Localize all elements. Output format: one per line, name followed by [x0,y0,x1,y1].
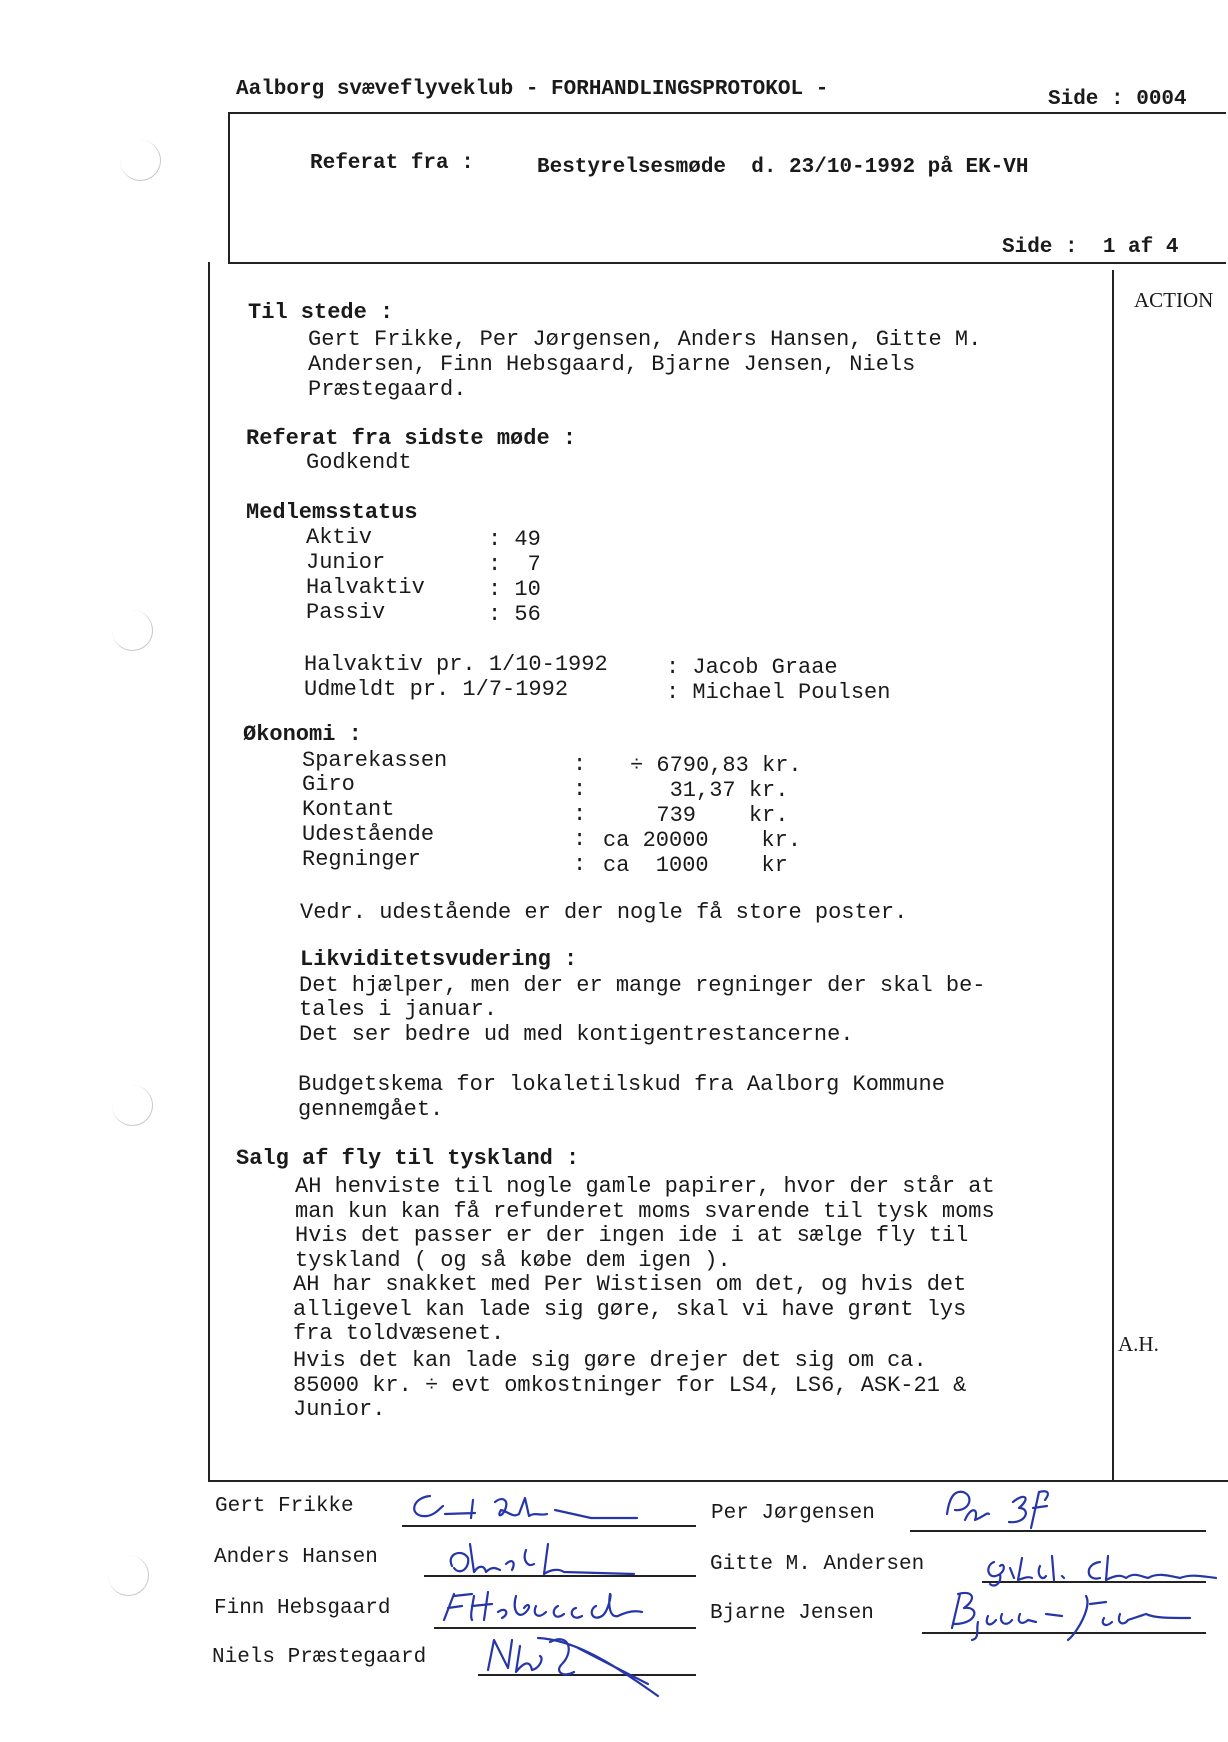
finance-note: Vedr. udestående er der nogle få store poster. [300,900,908,925]
finance-row-label: Giro [302,772,355,797]
finance-row-amount: ÷ 6790,83 kr. [630,753,802,778]
action-column-divider [1112,270,1114,1482]
attendees-line: Præstegaard. [308,377,467,402]
protocol-page-number: Side : 0004 [1048,88,1187,111]
signature-name-anders-hansen: Anders Hansen [214,1546,378,1569]
section-heading-okonomi: Økonomi : [243,722,362,747]
finance-row-amount: 31,37 kr. [630,778,789,803]
frame-bottom-rule [208,1480,1228,1482]
liquidity-line: Det hjælper, men der er mange regninger der skal be- [299,973,986,998]
hole-punch-mark [112,610,153,651]
referat-fra-label: Referat fra : [310,152,474,175]
header-top-rule [228,112,1226,114]
finance-row-amount: ca 20000 kr. [603,828,802,853]
sale-discussion-line: Junior. [293,1397,386,1422]
sale-discussion-line: AH henviste til nogle gamle papirer, hvor der står at [295,1174,995,1199]
membership-change-value: : Michael Poulsen [666,680,891,705]
finance-row-amount: ca 1000 kr [603,853,788,878]
referat-sidste-mode-text: Godkendt [306,450,412,475]
liquidity-line: tales i januar. [299,997,498,1022]
member-status-value: : 7 [488,552,541,577]
member-status-label: Junior [306,550,386,575]
signature-finn-hebsgaard [436,1586,666,1630]
finance-row-label: Udestående [302,822,435,847]
signature-line [910,1530,1206,1532]
hole-punch-mark [108,1555,149,1596]
attendees-line: Gert Frikke, Per Jørgensen, Anders Hansen, Gitte M. [308,327,982,352]
member-status-label: Passiv [306,600,386,625]
sale-discussion-line: Hvis det passer er der ingen ide i at sælge fly til [295,1223,969,1248]
section-heading-referat-sidste-mode: Referat fra sidste møde : [246,426,577,451]
finance-row-label: Sparekassen [302,748,448,773]
sale-discussion-line: man kun kan få refunderet moms svarende til tysk moms [295,1199,995,1224]
member-status-label: Halvaktiv [306,575,425,600]
signature-gert-frikke [405,1488,645,1528]
sale-discussion-line: tyskland ( og så købe dem igen ). [295,1248,731,1273]
section-heading-salg-af-fly: Salg af fly til tyskland : [236,1146,580,1171]
action-entry: A.H. [1118,1332,1159,1356]
finance-row-colon: : [573,827,587,852]
membership-change-label: Udmeldt pr. 1/7-1992 [304,677,569,702]
budget-line: Budgetskema for lokaletilskud fra Aalborg Kommune [298,1072,945,1097]
signature-name-gitte-andersen: Gitte M. Andersen [710,1553,925,1576]
signature-bjarne-jensen [928,1584,1198,1642]
signature-name-gert-frikke: Gert Frikke [215,1495,354,1518]
signature-anders-hansen [440,1538,650,1580]
signature-name-bjarne-jensen: Bjarne Jensen [710,1602,874,1625]
signature-gitte-andersen [980,1548,1220,1588]
meeting-page-count: Side : 1 af 4 [1002,236,1179,259]
section-heading-medlemsstatus: Medlemsstatus [246,500,418,525]
member-status-value: : 10 [488,577,541,602]
sale-discussion-line: Hvis det kan lade sig gøre drejer det sig om ca. [293,1348,927,1373]
sale-discussion-line: fra toldvæsenet. [293,1321,505,1346]
membership-change-label: Halvaktiv pr. 1/10-1992 [304,652,608,677]
sale-discussion-line: alligevel kan lade sig gøre, skal vi have grønt lys [293,1297,967,1322]
action-column-heading: ACTION [1134,288,1214,312]
finance-row-amount: 739 kr. [630,803,789,828]
liquidity-line: Det ser bedre ud med kontigentrestancerne. [299,1022,854,1047]
hole-punch-mark [112,1085,153,1126]
finance-row-colon: : [573,852,587,877]
finance-row-label: Regninger [302,847,421,872]
section-heading-til-stede: Til stede : [248,300,394,325]
signature-per-jorgensen [935,1484,1135,1530]
signature-name-niels-praestegaard: Niels Præstegaard [212,1646,427,1669]
frame-left-border-upper [228,112,230,264]
finance-row-label: Kontant [302,797,395,822]
frame-left-border-lower [208,262,210,1482]
member-status-value: : 56 [488,602,541,627]
sale-discussion-line: AH har snakket med Per Wistisen om det, og hvis det [293,1272,967,1297]
organization-title: Aalborg svæveflyveklub - FORHANDLINGSPROTOKOL - [236,78,829,101]
sale-discussion-line: 85000 kr. ÷ evt omkostninger for LS4, LS6, ASK-21 & [293,1373,967,1398]
member-status-value: : 49 [488,527,541,552]
signature-name-finn-hebsgaard: Finn Hebsgaard [214,1597,391,1620]
signature-name-per-jorgensen: Per Jørgensen [711,1502,875,1525]
signature-niels-praestegaard [478,1628,668,1700]
finance-row-colon: : [573,752,587,777]
finance-row-colon: : [573,777,587,802]
subheading-likviditetsvudering: Likviditetsvudering : [300,947,578,972]
attendees-line: Andersen, Finn Hebsgaard, Bjarne Jensen, Niels [308,352,916,377]
meeting-type-and-date: Bestyrelsesmøde d. 23/10-1992 på EK-VH [537,156,1029,179]
finance-row-colon: : [573,802,587,827]
membership-change-value: : Jacob Graae [666,655,838,680]
hole-punch-mark [120,140,161,181]
member-status-label: Aktiv [306,525,373,550]
meeting-header-bottom-rule [228,262,1226,264]
budget-line: gennemgået. [298,1097,444,1122]
